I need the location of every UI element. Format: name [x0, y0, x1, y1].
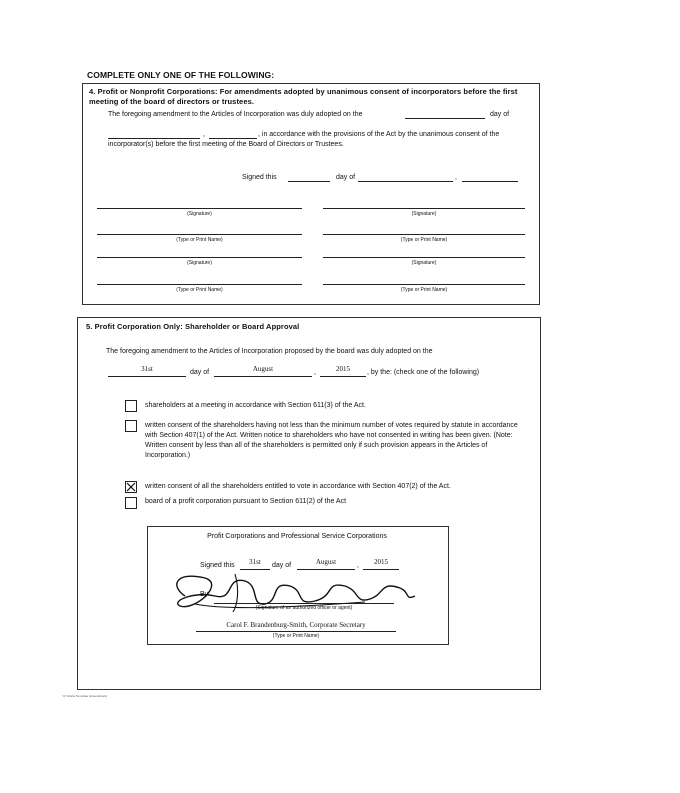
- print-name-line[interactable]: [323, 234, 525, 235]
- section-4-para-line1: The foregoing amendment to the Articles of Incorporation was duly adopted on the: [108, 111, 363, 118]
- print-name-label: (Type or Print Name): [400, 287, 448, 293]
- adopted-year-field[interactable]: [320, 376, 366, 377]
- print-name-line[interactable]: [323, 284, 525, 285]
- adopted-comma: ,: [314, 369, 316, 376]
- signed-year-field[interactable]: [462, 181, 518, 182]
- adoption-year-field[interactable]: [209, 138, 257, 139]
- print-name-line[interactable]: [97, 234, 302, 235]
- section-4-title: 4. Profit or Nonprofit Corporations: For amendments adopted by unanimous consent of incorporators before the first meeting of the board of directors or trustees.: [89, 87, 518, 106]
- comma-label: ,: [203, 131, 205, 138]
- adopted-month-field[interactable]: [214, 376, 312, 377]
- signature-label: (Signature): [411, 211, 437, 217]
- adoption-day-field[interactable]: [405, 118, 485, 119]
- signature-line[interactable]: [97, 208, 302, 209]
- option-shareholders-meeting-checkbox[interactable]: [125, 400, 137, 412]
- by-label: By: [200, 591, 209, 598]
- day-of-label: day of: [490, 111, 510, 118]
- check-mark-icon: [126, 482, 136, 492]
- signed-day-field[interactable]: [288, 181, 330, 182]
- signature-label: (Signature): [411, 260, 437, 266]
- adoption-month-field[interactable]: [108, 138, 200, 139]
- section-4-para-line2: , in accordance with the provisions of the Act by the unanimous consent of the: [258, 131, 500, 138]
- signature-line[interactable]: [323, 257, 525, 258]
- adopted-month-value: August: [252, 365, 274, 373]
- section-4-para-line3: incorporator(s) before the first meeting of the Board of Directors or Trustees.: [108, 141, 344, 148]
- inner-month-value: August: [315, 558, 337, 566]
- option-board-text: board of a profit corporation pursuant to Section 611(2) of the Act: [145, 498, 347, 505]
- inner-day-value: 31st: [249, 558, 261, 566]
- page-footer: "A" Article Template (Amendment): [62, 694, 108, 698]
- print-name-label: (Type or Print Name): [176, 287, 223, 293]
- inner-day-of-label: day of: [272, 562, 292, 569]
- option-board-checkbox[interactable]: [125, 497, 137, 509]
- adopted-day-value: 31st: [141, 365, 153, 373]
- print-name-line[interactable]: [97, 284, 302, 285]
- adopted-day-of-label: day of: [190, 369, 210, 376]
- option-written-consent-checkbox[interactable]: [125, 420, 137, 432]
- option-all-shareholders-text: written consent of all the shareholders entitled to vote in accordance with Section 407(2) of the Act.: [145, 483, 451, 490]
- signature-line[interactable]: [97, 257, 302, 258]
- inner-print-name-value: Carol F. Brandenburg-Smith, Corporate Secretary: [226, 621, 366, 629]
- authorized-signature-label: (Signature of an authorized officer or agent): [255, 605, 353, 611]
- inner-signed-this-label: Signed this: [200, 562, 235, 569]
- signed-this-label: Signed this: [242, 174, 277, 181]
- section-5-para: The foregoing amendment to the Articles of Incorporation proposed by the board was duly adopted on the: [106, 348, 433, 355]
- by-the-label: , by the: (check one of the following): [367, 369, 480, 376]
- inner-comma: ,: [357, 562, 359, 569]
- signed-day-of-label: day of: [336, 174, 356, 181]
- signature-label: (Signature): [187, 260, 212, 266]
- option-written-consent-text: written consent of the shareholders having not less than the minimum number of votes required by statute in accordance with Section 407(1) of the Act. Written notice to shareholders who have not consented in writing has been given. (Note: Written consent by less than all of the shareholders is permitted only if such provision appears in the Articles of Incorporation.): [145, 422, 518, 459]
- inner-print-name-line[interactable]: [196, 631, 396, 632]
- profit-box-title: Profit Corporations and Professional Service Corporations: [207, 533, 387, 540]
- inner-year-value: 2015: [374, 558, 388, 566]
- inner-print-name-label: (Type or Print Name): [272, 633, 320, 639]
- signature-line[interactable]: [323, 208, 525, 209]
- signed-comma: ,: [455, 174, 457, 181]
- print-name-label: (Type or Print Name): [176, 237, 223, 243]
- adopted-day-field[interactable]: [108, 376, 186, 377]
- section-5-title: 5. Profit Corporation Only: Shareholder or Board Approval: [86, 322, 300, 331]
- option-all-shareholders-checkbox[interactable]: [125, 481, 137, 493]
- adopted-year-value: 2015: [336, 365, 350, 373]
- signed-month-field[interactable]: [358, 181, 453, 182]
- option-shareholders-meeting-text: shareholders at a meeting in accordance with Section 611(3) of the Act.: [145, 402, 366, 409]
- print-name-label: (Type or Print Name): [400, 237, 448, 243]
- signature-label: (Signature): [187, 211, 212, 217]
- page-heading: COMPLETE ONLY ONE OF THE FOLLOWING:: [87, 70, 275, 80]
